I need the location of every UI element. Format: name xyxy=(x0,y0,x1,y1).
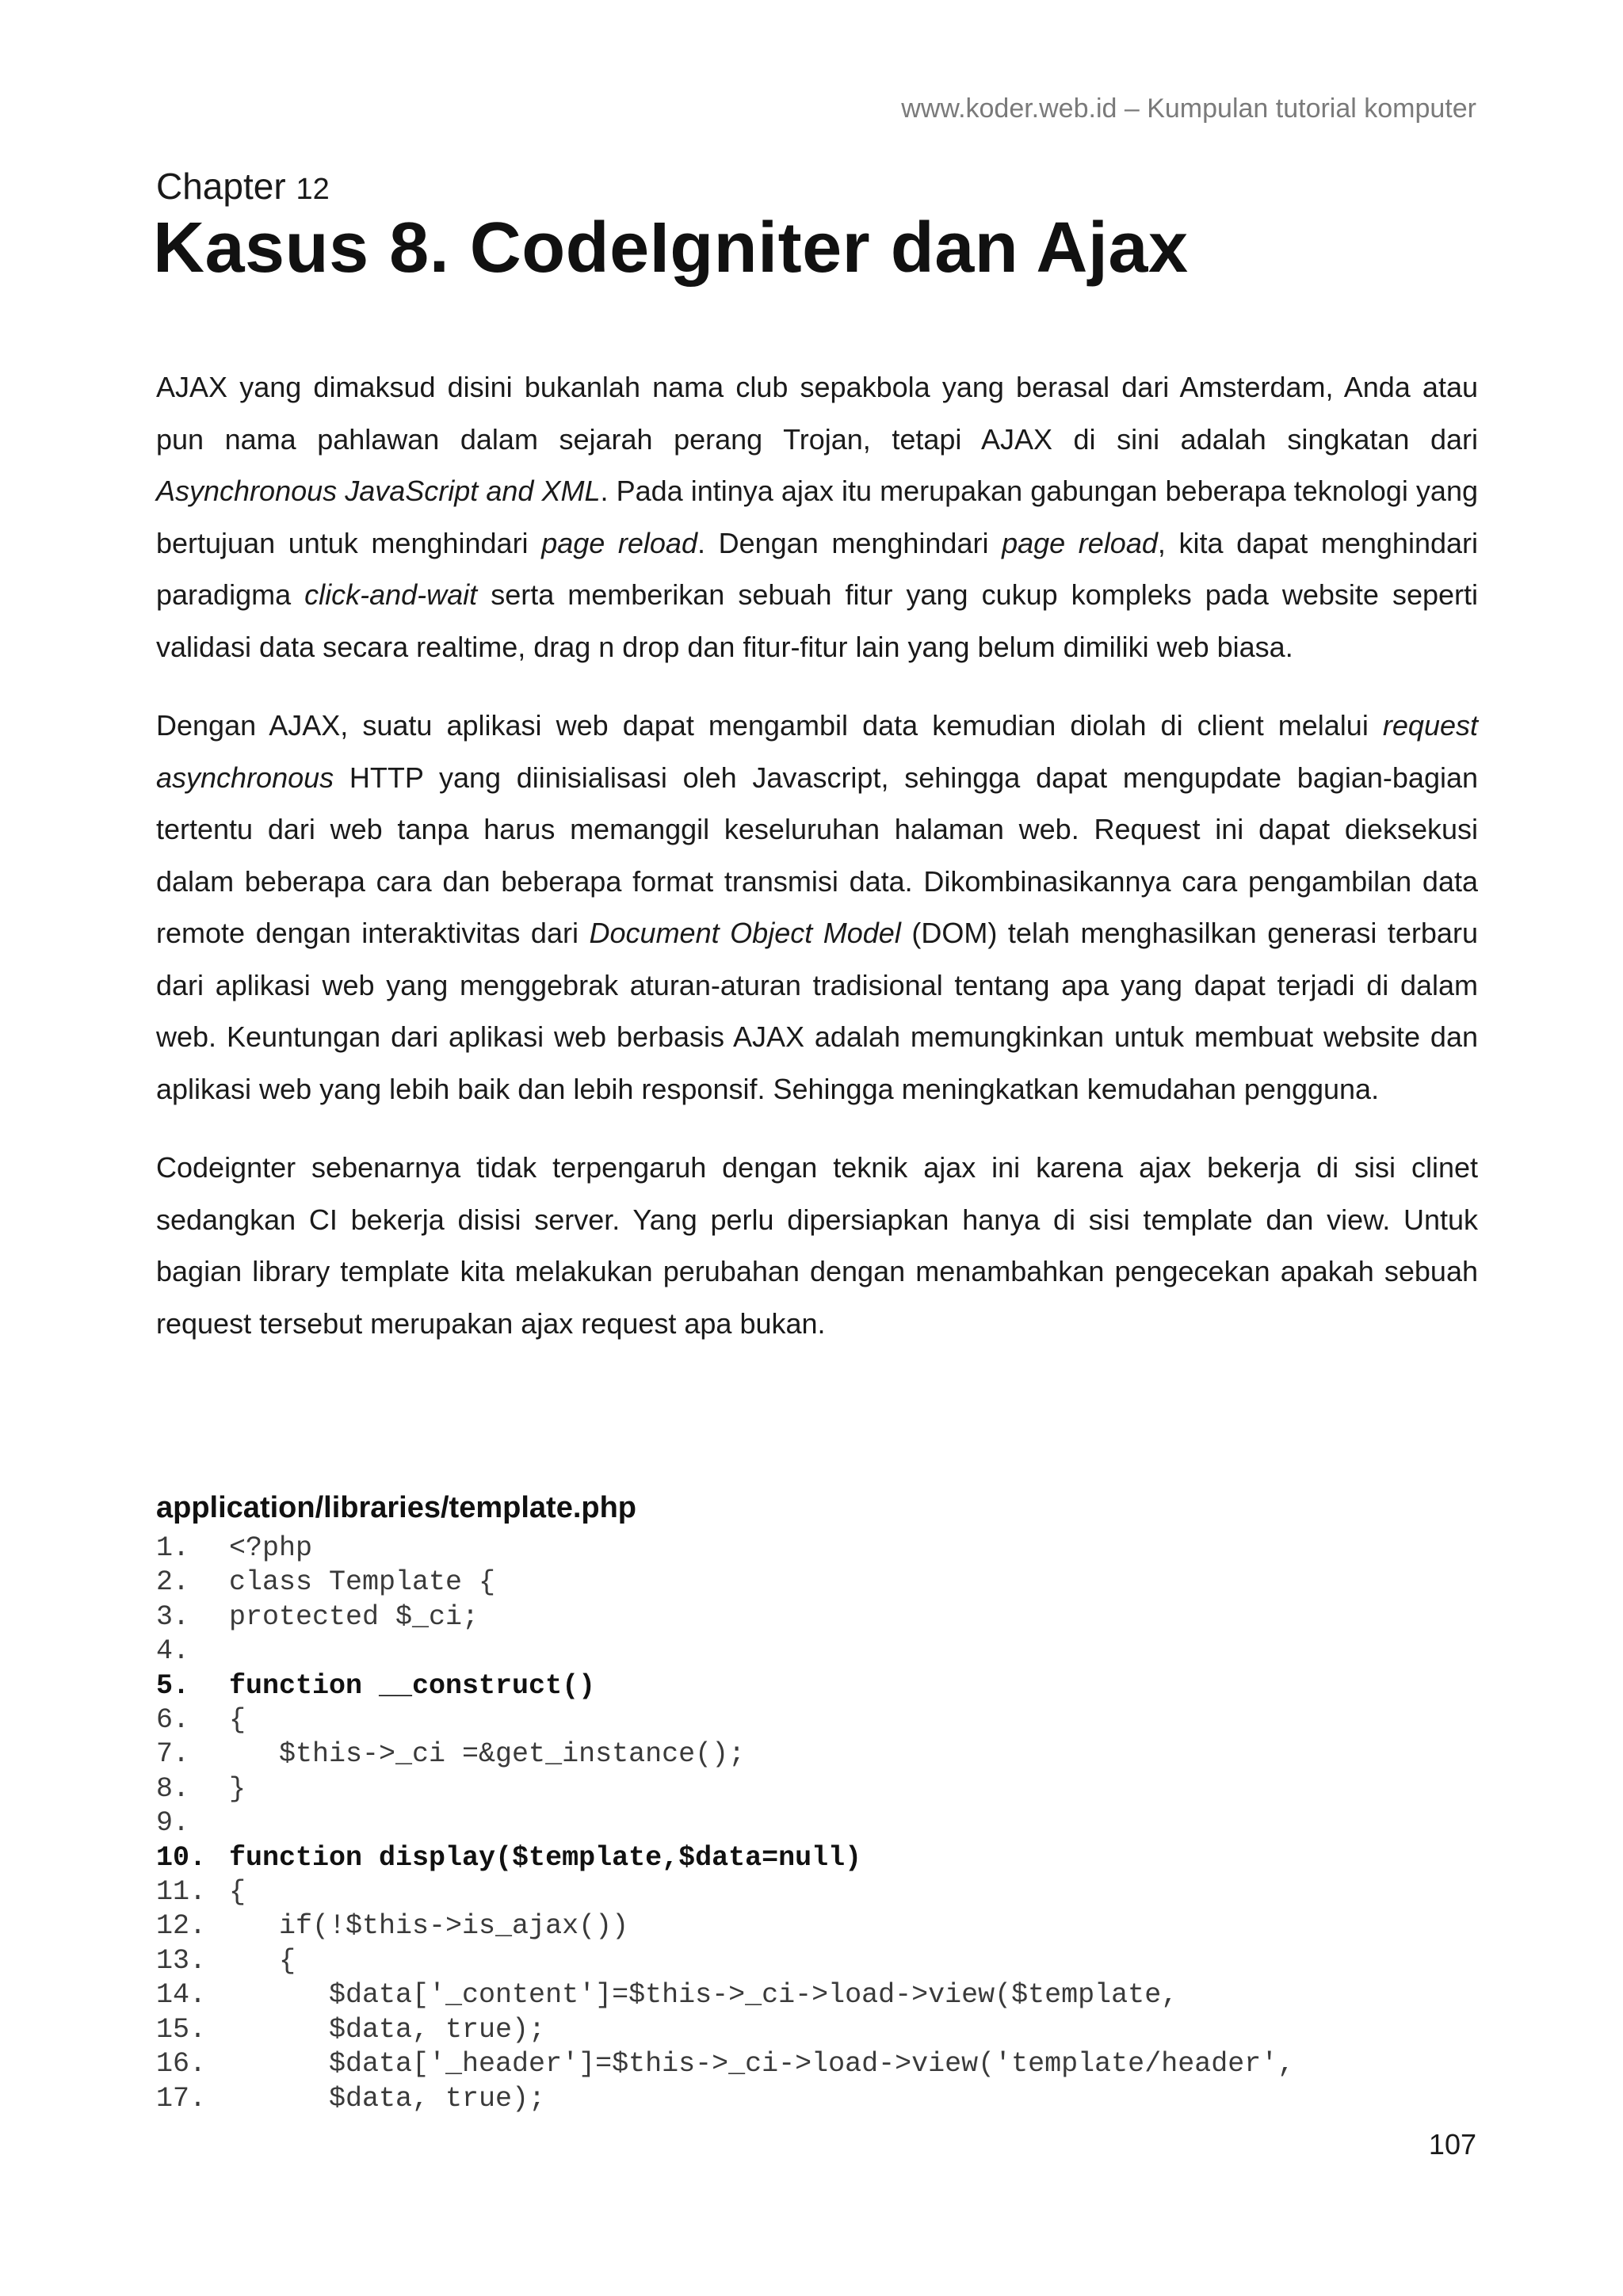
line-number: 10. xyxy=(156,1841,207,1874)
text-run: serta memberikan sebuah fitur yang cukup kompleks pada website seperti validasi data secara realtime, drag n drop dan fitur-fitur lain yang belum dimiliki web biasa. xyxy=(156,578,1478,663)
text-run: AJAX yang dimaksud disini bukanlah nama club sepakbola yang berasal dari Amsterdam, Anda atau pun nama pahlawan dalam sejarah perang Trojan, tetapi AJAX di sini adalah singkatan dari xyxy=(156,371,1478,456)
chapter-word: Chapter xyxy=(156,166,286,207)
line-number: 8. xyxy=(156,1772,190,1805)
code-line xyxy=(156,1703,1294,1737)
code-text: $data['_header']=$this->_ci->load->view('template/header', xyxy=(229,2048,1295,2081)
paragraph xyxy=(156,700,1478,1115)
text-run: , kita dapat menghindari paradigma xyxy=(156,526,1478,611)
italic-text-run: request asynchronous xyxy=(156,709,1478,794)
line-number: 9. xyxy=(156,1807,190,1840)
code-text: if(!$this->is_ajax()) xyxy=(229,1910,629,1943)
italic-text-run: click-and-wait xyxy=(304,578,478,611)
code-line xyxy=(156,2082,1294,2116)
text-run: (DOM) telah menghasilkan generasi terbaru dari aplikasi web yang menggebrak aturan-aturan tradisional tentang apa yang dapat terjadi di dalam web. Keuntungan dari aplikasi web berbasis AJAX adalah memungkinkan untuk membuat website dan aplikasi web yang lebih baik dan lebih responsif. Sehingga meningkatkan kemudahan pengguna. xyxy=(156,917,1478,1105)
code-line xyxy=(156,2013,1294,2047)
line-number: 16. xyxy=(156,2048,207,2081)
text-run: . Pada intinya ajax itu merupakan gabungan beberapa teknologi yang bertujuan untuk menghindari xyxy=(156,475,1478,559)
code-text: function __construct() xyxy=(229,1669,596,1702)
code-line xyxy=(156,1669,1294,1703)
code-line xyxy=(156,1944,1294,1978)
text-run: HTTP yang diinisialisasi oleh Javascript, sehingga dapat mengupdate bagian-bagian tertentu dari web tanpa harus memanggil keseluruhan halaman web. Request ini dapat dieksekusi dalam beberapa cara dan beberapa format transmisi data. Dikombinasikannya cara pengambilan data remote dengan interaktivitas dari xyxy=(156,761,1478,949)
code-line xyxy=(156,1737,1294,1772)
code-text: $data['_content']=$this->_ci->load->view($template, xyxy=(229,1979,1178,2012)
header-site-text: www.koder.web.id – Kumpulan tutorial komputer xyxy=(901,93,1476,124)
chapter-title: Kasus 8. CodeIgniter dan Ajax xyxy=(153,208,1189,288)
body-text xyxy=(156,361,1478,1376)
italic-text-run: Document Object Model xyxy=(589,917,901,949)
line-number: 7. xyxy=(156,1738,190,1771)
line-number: 2. xyxy=(156,1566,190,1599)
code-text: { xyxy=(229,1876,246,1909)
code-line xyxy=(156,1909,1294,1943)
code-text: class Template { xyxy=(229,1566,496,1599)
line-number: 6. xyxy=(156,1704,190,1737)
line-number: 11. xyxy=(156,1876,207,1909)
page-number: 107 xyxy=(1428,2128,1476,2161)
code-line xyxy=(156,1634,1294,1669)
code-text: <?php xyxy=(229,1532,313,1564)
code-line xyxy=(156,1841,1294,1875)
line-number: 4. xyxy=(156,1635,190,1668)
text-run: Codeignter sebenarnya tidak terpengaruh dengan teknik ajax ini karena ajax bekerja di sisi clinet sedangkan CI bekerja disisi server. Yang perlu dipersiapkan hanya di sisi template dan view. Untuk bagian library template kita melakukan perubahan dengan menambahkan pengecekan apakah sebuah request tersebut merupakan ajax request apa bukan. xyxy=(156,1151,1478,1340)
code-line xyxy=(156,1531,1294,1566)
line-number: 5. xyxy=(156,1669,190,1702)
line-number: 17. xyxy=(156,2082,207,2115)
code-block xyxy=(156,1531,1294,2116)
paragraph xyxy=(156,361,1478,673)
line-number: 1. xyxy=(156,1532,190,1564)
line-number: 3. xyxy=(156,1600,190,1633)
line-number: 13. xyxy=(156,1944,207,1977)
code-line xyxy=(156,1875,1294,1909)
text-run: . Dengan menghindari xyxy=(697,526,1002,559)
code-text: $this->_ci =&get_instance(); xyxy=(229,1738,746,1771)
line-number: 14. xyxy=(156,1979,207,2012)
code-text: $data, true); xyxy=(229,2082,546,2115)
code-line xyxy=(156,1978,1294,2012)
code-line xyxy=(156,1566,1294,1600)
chapter-number: 12 xyxy=(296,173,330,206)
code-file-label: application/libraries/template.php xyxy=(156,1491,637,1524)
paragraph xyxy=(156,1142,1478,1349)
code-line xyxy=(156,1806,1294,1840)
code-text: $data, true); xyxy=(229,2013,546,2046)
italic-text-run: Asynchronous JavaScript and XML xyxy=(156,475,601,507)
line-number: 15. xyxy=(156,2013,207,2046)
italic-text-run: page reload xyxy=(541,526,697,559)
code-line xyxy=(156,1600,1294,1634)
code-text: { xyxy=(229,1704,246,1737)
line-number: 12. xyxy=(156,1910,207,1943)
text-run: Dengan AJAX, suatu aplikasi web dapat mengambil data kemudian diolah di client melalui xyxy=(156,709,1383,742)
code-text: protected $_ci; xyxy=(229,1600,479,1633)
code-text: } xyxy=(229,1772,246,1805)
code-line xyxy=(156,2047,1294,2081)
italic-text-run: page reload xyxy=(1002,526,1158,559)
chapter-label xyxy=(156,165,330,208)
code-text: { xyxy=(229,1944,296,1977)
code-text: function display($template,$data=null) xyxy=(229,1841,862,1874)
code-line xyxy=(156,1772,1294,1806)
